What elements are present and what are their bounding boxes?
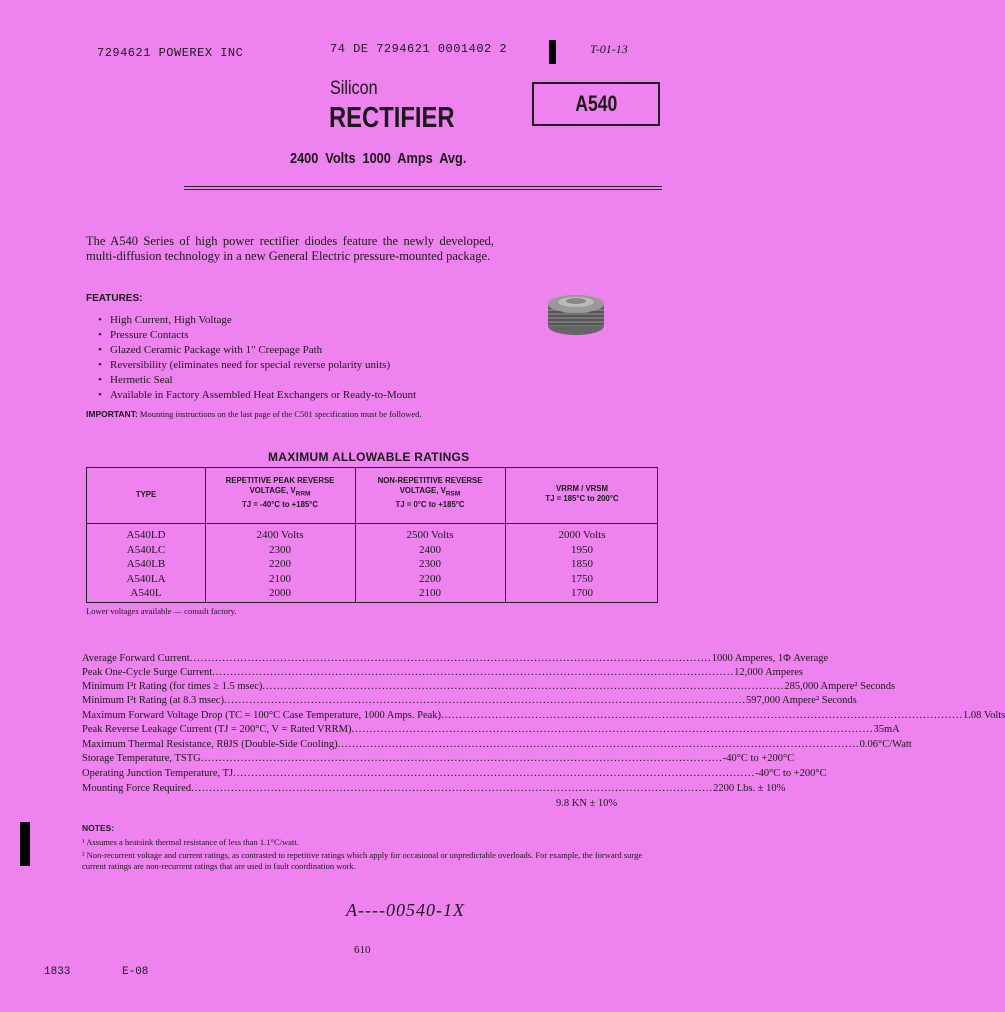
spec-row: Operating Junction Temperature, TJ ................................................................................................................................................ -40°C to +200°C [82,768,827,779]
header-bar [549,40,556,64]
spec-row: Mounting Force Required ................................................................................................................................................ 2200 Lbs. ± 10% [82,783,786,794]
note-1: ¹ Assumes a heatsink thermal resistance of less than 1.1°C/watt. [82,837,299,847]
notes-title: NOTES: [82,823,115,833]
table-cell: A540LD [126,529,166,541]
header-code: 74 DE 7294621 0001402 2 [330,42,508,56]
table-cell: 1950 [571,543,593,556]
features-title: FEATURES: [86,293,143,304]
spec-row: Peak Reverse Leakage Current (TJ = 200°C, V = Rated VRRM) ................................................................................................................................................ 35mA [82,724,900,735]
intro-paragraph: The A540 Series of high power rectifier diodes feature the newly developed, multi-diffusion technology in a new General Electric pressure-mounted package. [86,234,494,263]
list-item: • Pressure Contacts [98,329,189,341]
table-cell: 2300 [419,558,441,570]
page-number: 610 [354,944,371,956]
table-cell: A540LA [126,572,166,585]
col-header-repetitive: REPETITIVE PEAK REVERSE VOLTAGE, $V_{RRM}$ TJ = -40°C to +185°C [225,476,335,509]
table-cell: 2100 [419,587,441,599]
table-cell: 1700 [571,587,593,599]
table-cell: A540LB [126,558,166,570]
part-number-box [532,82,660,126]
list-item: • High Current, High Voltage [98,314,232,326]
header-handwritten-note: T-01-13 [590,42,628,56]
col-header-nonrepetitive: NON-REPETITIVE REVERSE VOLTAGE, $V_{RSM}$ TJ = 0°C to +185°C [377,476,483,509]
spec-row: Average Forward Current ................................................................................................................................................ 1000 Amperes, 1Φ Average [82,653,829,664]
spec-row: Maximum Thermal Resistance, RθJS (Double-Side Cooling) ................................................................................................................................................ 0.06°C/Watt [82,739,912,750]
table-cell: A540LC [126,543,166,556]
important-note: IMPORTANT: Mounting instructions on the last page of the C501 specification must be followed. [86,409,422,419]
table-cell: 2200 [269,558,291,570]
table-cell: A540L [130,587,162,599]
spec-row: Storage Temperature, TSTG ................................................................................................................................................ -40°C to +200°C [82,753,795,764]
part-number: A540 [574,91,618,116]
spec-row: Minimum I²t Rating (at 8.3 msec) ................................................................................................................................................ 597,000 Ampere² Seconds [82,695,857,706]
features-list [86,313,416,403]
title-silicon: Silicon [330,78,378,99]
col-header-type: TYPE [135,490,157,499]
header-company: 7294621 POWEREX INC [97,46,244,60]
table-cell: 2200 [419,572,441,585]
table-cell: 2000 [269,587,291,599]
table-cell: 2400 Volts [256,529,304,541]
list-item: • Available in Factory Assembled Heat Exchangers or Ready-to-Mount [98,389,417,401]
list-item: • Reversibility (eliminates need for special reverse polarity units) [98,359,391,371]
col-types [87,528,205,601]
footer-code-mid: E-08 [122,966,149,978]
ratings-table [86,467,658,603]
ratings-title: MAXIMUM ALLOWABLE RATINGS [268,450,470,464]
col-header-vrrm-vrsm: VRRM / VRSM TJ = 185°C to 200°C [545,484,619,503]
table-cell: 2300 [269,543,291,556]
divider [184,186,662,187]
table-cell: 2000 Volts [558,529,606,541]
note-2: ² Non-recurrent voltage and current ratings, as contrasted to repetitive ratings which apply for occasional or unpredictable overloads. For example, the forward surge current ratings are non-recurrent ratings that are used in fault coordination work. [82,850,643,871]
spec-extra: 9.8 KN ± 10% [556,798,618,809]
table-cell: 1750 [571,572,593,585]
col-repetitive [205,528,355,601]
spec-row: Maximum Forward Voltage Drop (TC = 100°C Case Temperature, 1000 Amps. Peak) ................................................................................................................................................ 1.08 Volts [82,710,1005,721]
list-item: • Glazed Ceramic Package with 1" Creepage Path [98,344,323,356]
footer-code-left: 1833 [44,966,71,978]
title-rectifier: RECTIFIER [329,102,455,134]
table-footnote: Lower voltages available — consult factory. [86,606,237,616]
col-nonrepetitive [355,528,505,601]
table-cell: 2400 [419,543,441,556]
list-item: • Hermetic Seal [98,374,173,386]
col-vrrm-vrsm [505,528,659,601]
margin-bar [20,822,30,866]
rectifier-device-image [544,288,608,338]
title-rating: 2400 Volts 1000 Amps Avg. [290,150,467,167]
divider [184,189,662,190]
handwritten-part-code: A----00540-1X [346,900,465,920]
spec-row: Peak One-Cycle Surge Current ................................................................................................................................................ 12,000 Amperes [82,667,803,678]
table-cell: 2100 [269,572,291,585]
spec-row: Minimum I²t Rating (for times ≥ 1.5 msec) ................................................................................................................................................ 285,000 Ampere² Seconds [82,681,896,692]
table-cell: 1850 [571,558,593,570]
table-cell: 2500 Volts [406,529,454,541]
